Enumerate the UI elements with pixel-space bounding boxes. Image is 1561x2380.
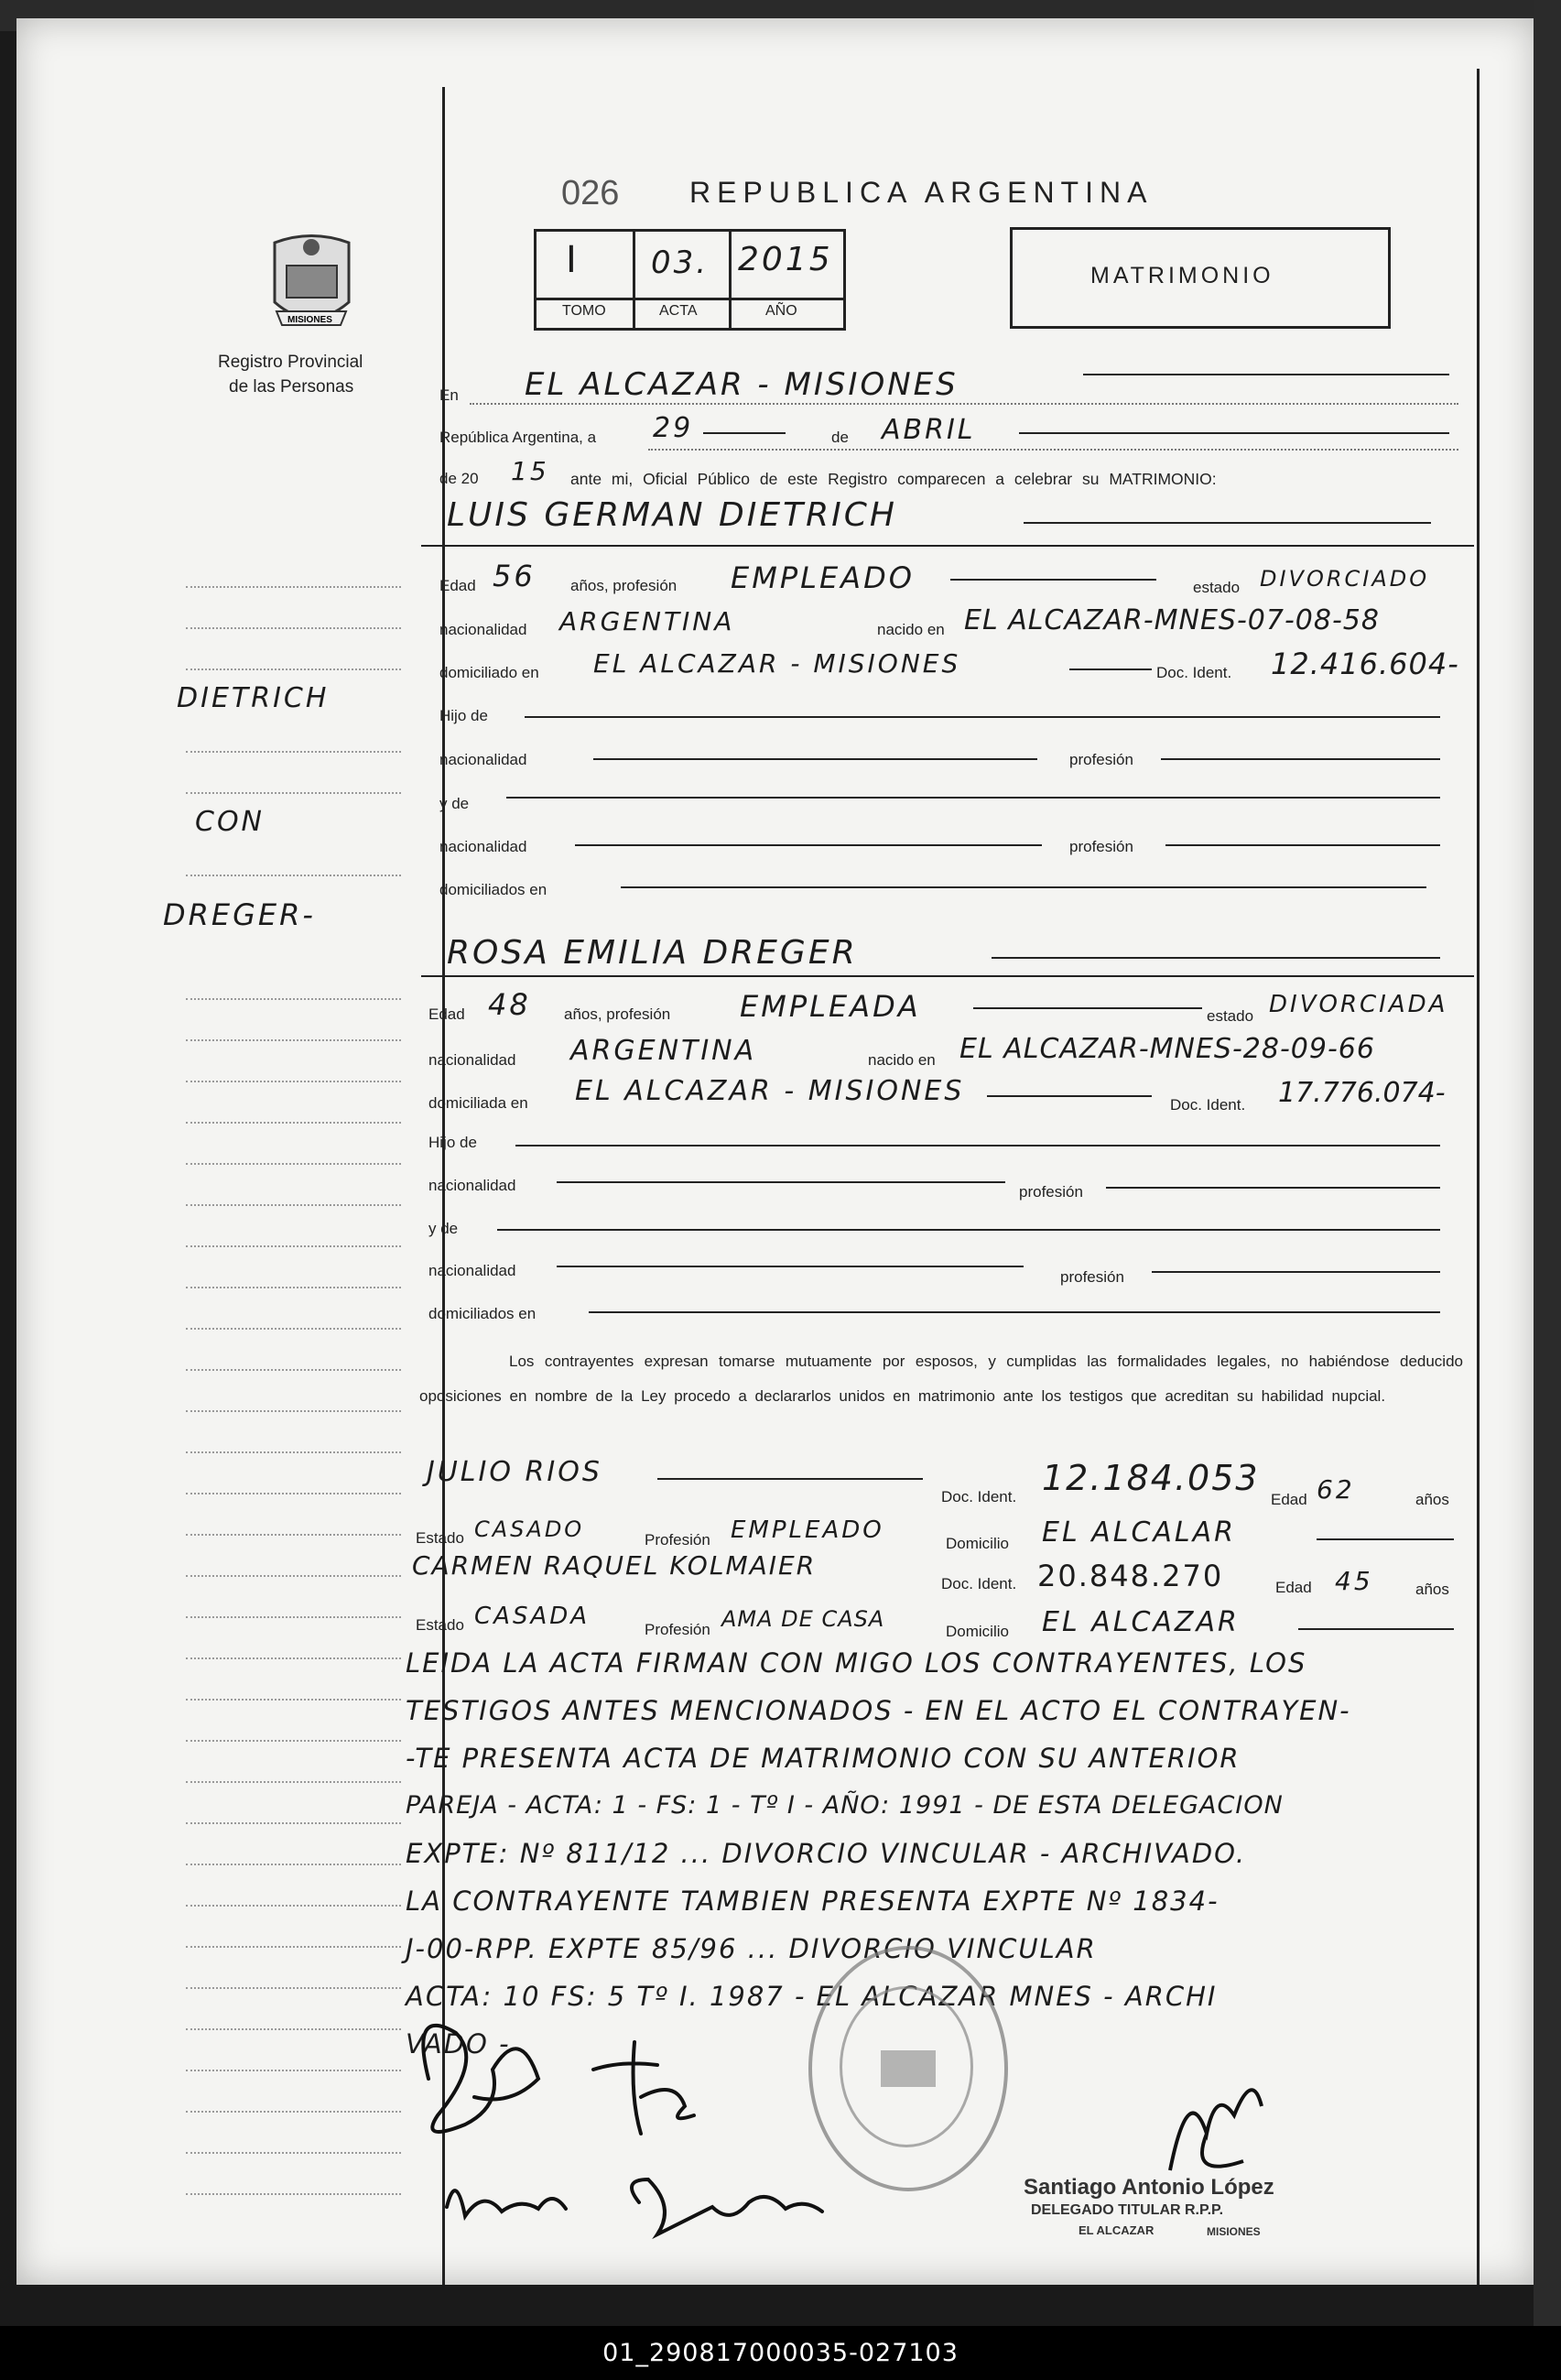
groom-domiciliado-label: domiciliado en — [439, 664, 539, 681]
sheet-number: 026 — [561, 174, 620, 212]
official-location: EL ALCAZAR — [1079, 2223, 1154, 2237]
witness2-name: CARMEN RAQUEL KOLMAIER — [412, 1550, 817, 1581]
note-line: EXPTE: Nº 811/12 ... DIVORCIO VINCULAR - ARCHIVADO. — [406, 1838, 1247, 1869]
declaration-text: Los contrayentes expresan tomarse mutuamente por esposos, y cumplidas las formalidades legales, no habiéndose deducido oposiciones en nombre de la Ley procedo a declararlos unidos en matrimonio ante los testigos que acreditan su habilidad nupcial. — [419, 1353, 1463, 1405]
groom-mother-nacionalidad-label: nacionalidad — [439, 838, 527, 855]
bride-birth: EL ALCAZAR-MNES-28-09-66 — [959, 1033, 1375, 1065]
tomo-acta-anio-box — [534, 229, 846, 331]
bride-mother-profesion-label: profesión — [1060, 1268, 1124, 1286]
tomo-label: TOMO — [562, 303, 606, 319]
right-border — [1477, 69, 1480, 2285]
acta-value: 03. — [651, 245, 710, 281]
republica-label: República Argentina, a — [439, 429, 597, 446]
marriage-day: 29 — [653, 412, 694, 444]
groom-father-profesion-label: profesión — [1069, 751, 1133, 768]
groom-nacionalidad-label: nacionalidad — [439, 621, 527, 638]
note-line: PAREJA - ACTA: 1 - FS: 1 - Tº I - AÑO: 1991 - DE ESTA DELEGACION — [406, 1791, 1284, 1820]
document-type: MATRIMONIO — [1090, 263, 1274, 288]
document-type-box — [1010, 227, 1391, 329]
witness1-profession: EMPLEADO — [731, 1516, 884, 1544]
groom-hijo-label: Hijo de — [439, 707, 488, 724]
bride-age: 48 — [488, 987, 531, 1022]
note-line: LEIDA LA ACTA FIRMAN CON MIGO LOS CONTRAYENTES, LOS — [406, 1647, 1307, 1679]
scan-right-edge — [1534, 0, 1561, 2380]
witness1-name: JULIO RIOS — [427, 1456, 602, 1488]
note-line: LA CONTRAYENTE TAMBIEN PRESENTA EXPTE Nº 1834- — [406, 1886, 1220, 1917]
groom-anos-profesion-label: años, profesión — [570, 577, 678, 594]
official-province: MISIONES — [1207, 2225, 1261, 2238]
en-label: En — [439, 386, 459, 404]
witness1-domicile: EL ALCALAR — [1042, 1516, 1236, 1549]
bride-edad-label: Edad — [428, 1005, 465, 1023]
de-label: de — [831, 429, 849, 446]
groom-age: 56 — [493, 559, 536, 593]
year-prefix: de 20 — [439, 470, 479, 487]
groom-edad-label: Edad — [439, 577, 476, 594]
registry-title-1: Registro Provincial — [218, 353, 363, 372]
bride-mother-nacionalidad-label: nacionalidad — [428, 1262, 516, 1279]
bride-domicile: EL ALCAZAR - MISIONES — [575, 1075, 965, 1107]
scan-footer-code: 01_290817000035-027103 — [0, 2326, 1561, 2380]
witness2-edad-label: Edad — [1275, 1579, 1312, 1596]
bride-anos-profesion-label: años, profesión — [564, 1005, 671, 1023]
note-line: ACTA: 10 FS: 5 Tº I. 1987 - EL ALCAZAR MNES - ARCHI — [406, 1981, 1218, 2012]
anio-value: 2015 — [738, 241, 833, 278]
witness2-domicile: EL ALCAZAR — [1042, 1606, 1240, 1638]
witness2-age: 45 — [1335, 1566, 1373, 1596]
witness1-age: 62 — [1317, 1474, 1355, 1505]
groom-estado-label: estado — [1193, 579, 1241, 596]
groom-father-nacionalidad-label: nacionalidad — [439, 751, 527, 768]
anio-label: AÑO — [765, 303, 797, 319]
note-line: TESTIGOS ANTES MENCIONADOS - EN EL ACTO EL CONTRAYEN- — [406, 1695, 1351, 1726]
registry-title-2: de las Personas — [229, 377, 354, 397]
signatures — [401, 1969, 1115, 2262]
marriage-year-suffix: 15 — [511, 456, 549, 486]
witness2-profesion-label: Profesión — [645, 1621, 710, 1638]
note-line: J-00-RPP. EXPTE 85/96 ... DIVORCIO VINCULAR — [406, 1933, 1097, 1964]
witness2-profession: AMA DE CASA — [721, 1606, 885, 1632]
document-sheet — [16, 18, 1536, 2285]
margin-surname-groom: DIETRICH — [177, 682, 330, 714]
witness1-status: CASADO — [474, 1516, 585, 1542]
groom-profession: EMPLEADO — [731, 560, 915, 595]
bride-profession: EMPLEADA — [740, 989, 921, 1024]
groom-nacido-label: nacido en — [877, 621, 945, 638]
bride-nacionalidad-label: nacionalidad — [428, 1051, 516, 1069]
groom-birth: EL ALCAZAR-MNES-07-08-58 — [964, 604, 1380, 636]
bride-estado-label: estado — [1207, 1007, 1254, 1025]
official-name: Santiago Antonio López — [1024, 2175, 1274, 2200]
margin-surname-bride: DREGER- — [163, 897, 316, 932]
bride-hijo-label: Hijo de — [428, 1134, 477, 1151]
groom-doc: 12.416.604- — [1271, 647, 1459, 681]
margin-connector: CON — [195, 806, 266, 838]
groom-doc-label: Doc. Ident. — [1156, 664, 1232, 681]
intro-sentence: ante mi, Oficial Público de este Registro comparecen a celebrar su MATRIMONIO: — [570, 470, 1217, 488]
bride-status: DIVORCIADA — [1269, 991, 1448, 1018]
witness2-doc-label: Doc. Ident. — [941, 1575, 1017, 1592]
official-seal — [808, 1946, 1008, 2191]
groom-status: DIVORCIADO — [1260, 566, 1430, 592]
groom-mother-profesion-label: profesión — [1069, 838, 1133, 855]
marriage-month: ABRIL — [882, 414, 976, 446]
bride-name: ROSA EMILIA DREGER — [447, 934, 858, 972]
bride-yde-label: y de — [428, 1220, 459, 1237]
marriage-place: EL ALCAZAR - MISIONES — [525, 366, 959, 403]
tomo-value: I — [566, 239, 580, 281]
witness1-profesion-label: Profesión — [645, 1531, 710, 1549]
country-title: REPUBLICA ARGENTINA — [689, 176, 1154, 209]
bride-father-profesion-label: profesión — [1019, 1183, 1083, 1201]
bride-domiciliados-label: domiciliados en — [428, 1305, 537, 1322]
witness1-doc-label: Doc. Ident. — [941, 1488, 1017, 1505]
bride-nacido-label: nacido en — [868, 1051, 936, 1069]
groom-name: LUIS GERMAN DIETRICH — [447, 496, 897, 534]
acta-label: ACTA — [659, 303, 698, 319]
groom-nationality: ARGENTINA — [559, 606, 735, 636]
bride-father-nacionalidad-label: nacionalidad — [428, 1177, 516, 1194]
bride-doc-label: Doc. Ident. — [1170, 1096, 1246, 1114]
groom-domiciliados-label: domiciliados en — [439, 881, 547, 898]
emblem-label: MISIONES — [287, 315, 332, 325]
witness1-anos-label: años — [1415, 1491, 1449, 1508]
misiones-emblem — [264, 229, 360, 339]
witness2-anos-label: años — [1415, 1581, 1449, 1598]
witness2-doc: 20.848.270 — [1037, 1559, 1224, 1593]
witness1-domicilio-label: Domicilio — [946, 1535, 1009, 1552]
witness2-estado-label: Estado — [416, 1616, 464, 1634]
bride-doc: 17.776.074- — [1278, 1077, 1446, 1109]
witness1-edad-label: Edad — [1271, 1491, 1307, 1508]
bride-domiciliada-label: domiciliada en — [428, 1094, 528, 1112]
witness1-estado-label: Estado — [416, 1529, 464, 1547]
official-title: DELEGADO TITULAR R.P.P. — [1031, 2202, 1224, 2218]
witness1-doc: 12.184.053 — [1042, 1458, 1260, 1498]
note-line: VADO - — [406, 2028, 511, 2059]
witness2-status: CASADA — [474, 1603, 591, 1630]
groom-domicile: EL ALCAZAR - MISIONES — [593, 648, 961, 679]
bride-nationality: ARGENTINA — [570, 1035, 757, 1067]
witness2-domicilio-label: Domicilio — [946, 1623, 1009, 1640]
note-line: -TE PRESENTA ACTA DE MATRIMONIO CON SU ANTERIOR — [406, 1743, 1241, 1774]
groom-yde-label: y de — [439, 795, 470, 812]
